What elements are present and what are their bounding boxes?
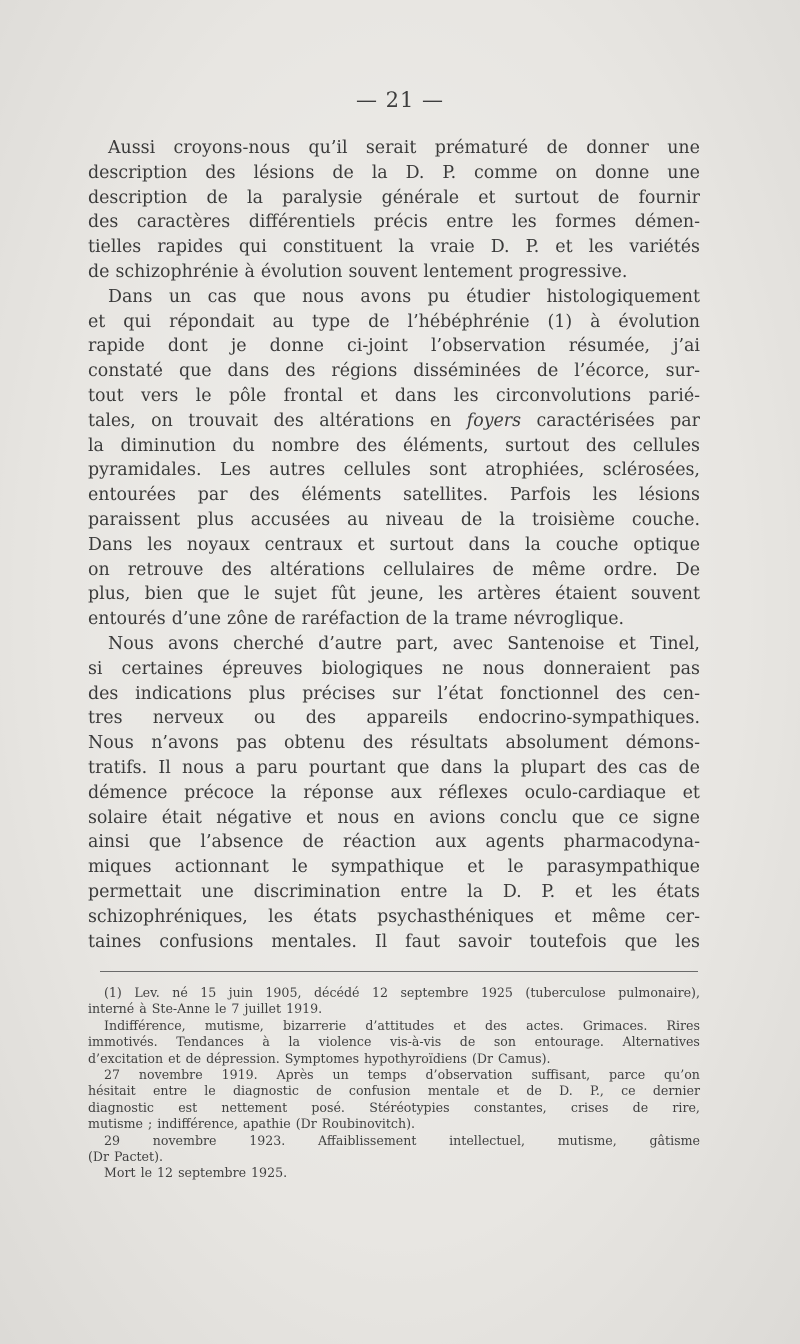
footnote-line: d’excitation et de dépression. Symptomes hypothyroïdiens (Dr Camus). bbox=[88, 1050, 551, 1066]
text-line: entourées par des éléments satellites. Parfois les lésions bbox=[88, 485, 700, 506]
footnote-line: mutisme ; indifférence, apathie (Dr Roubinovitch). bbox=[88, 1116, 415, 1132]
text-line: et qui répondait au type de l’hébéphrénie (1) à évolution bbox=[88, 311, 700, 332]
text-line: solaire était négative et nous en avions conclu que ce signe bbox=[88, 807, 700, 828]
text-line: schizophréniques, les états psychasthéniques et même cer- bbox=[88, 906, 700, 927]
footnote-block bbox=[88, 985, 700, 1182]
text-line: démence précoce la réponse aux réflexes oculo-cardiaque et bbox=[88, 782, 700, 803]
footnote-line: (Dr Pactet). bbox=[88, 1148, 163, 1164]
text-line: ainsi que l’absence de réaction aux agents pharmacodyna- bbox=[88, 832, 700, 853]
text-line: on retrouve des altérations cellulaires de même ordre. De bbox=[88, 559, 700, 580]
text-line: tres nerveux ou des appareils endocrino-sympathiques. bbox=[88, 708, 700, 729]
text-line: description des lésions de la D. P. comme on donne une bbox=[88, 162, 700, 183]
text-line: tratifs. Il nous a paru pourtant que dans la plupart des cas de bbox=[88, 757, 700, 778]
text-line: rapide dont je donne ci-joint l’observation résumée, j’ai bbox=[88, 336, 700, 357]
footnote-line: (1) Lev. né 15 juin 1905, décédé 12 septembre 1925 (tuberculose pulmonaire), bbox=[104, 985, 700, 1000]
text-line: Dans les noyaux centraux et surtout dans la couche optique bbox=[88, 534, 700, 555]
text-line: des caractères différentiels précis entre les formes démen- bbox=[88, 212, 700, 233]
text-line: constaté que dans des régions disséminées de l’écorce, sur- bbox=[88, 361, 700, 382]
footnote-separator bbox=[100, 971, 698, 972]
text-line: Aussi croyons-nous qu’il serait prématuré de donner une bbox=[108, 138, 700, 158]
main-text-block bbox=[88, 136, 700, 954]
footnote-line: Indifférence, mutisme, bizarrerie d’attitudes et des actes. Grimaces. Rires bbox=[104, 1017, 700, 1033]
text-line: de schizophrénie à évolution souvent lentement progressive. bbox=[88, 261, 628, 282]
footnote-line: immotivés. Tendances à la violence vis-à-vis de son entourage. Alternatives bbox=[88, 1034, 700, 1050]
text-line: entourés d’une zône de raréfaction de la trame névroglique. bbox=[88, 609, 625, 630]
text-line: des indications plus précises sur l’état fonctionnel des cen- bbox=[88, 683, 700, 704]
text-line: pyramidales. Les autres cellules sont atrophiées, sclérosées, bbox=[88, 460, 700, 481]
text-line: tout vers le pôle frontal et dans les circonvolutions parié- bbox=[88, 385, 700, 406]
text-line: Nous avons cherché d’autre part, avec Santenoise et Tinel, bbox=[108, 633, 700, 654]
text-line: permettait une discrimination entre la D. P. et les états bbox=[88, 881, 700, 902]
text-line: tielles rapides qui constituent la vraie D. P. et les variétés bbox=[88, 237, 700, 258]
footnote-line: Mort le 12 septembre 1925. bbox=[104, 1165, 288, 1181]
footnote-line: hésitait entre le diagnostic de confusion mentale et de D. P., ce dernier bbox=[88, 1083, 700, 1099]
text-line: taines confusions mentales. Il faut savoir toutefois que les bbox=[88, 931, 700, 952]
text-line: la diminution du nombre des éléments, surtout des cellules bbox=[88, 435, 700, 456]
text-line: miques actionnant le sympathique et le parasympathique bbox=[88, 857, 700, 878]
text-line: Dans un cas que nous avons pu étudier histologiquement bbox=[108, 286, 700, 307]
footnote-line: interné à Ste-Anne le 7 juillet 1919. bbox=[88, 1001, 323, 1017]
text-line: plus, bien que le sujet fût jeune, les artères étaient souvent bbox=[88, 584, 700, 605]
text-line: si certaines épreuves biologiques ne nous donneraient pas bbox=[88, 658, 700, 679]
text-line: paraissent plus accusées au niveau de la troisième couche. bbox=[88, 509, 700, 530]
text-line: Nous n’avons pas obtenu des résultats absolument démons- bbox=[88, 733, 700, 754]
footnote-line: 27 novembre 1919. Après un temps d’observation suffisant, parce qu’on bbox=[104, 1066, 700, 1082]
footnote-line: diagnostic est nettement posé. Stéréotypies constantes, crises de rire, bbox=[88, 1099, 700, 1115]
page-number: — 21 — bbox=[355, 88, 445, 112]
footnote-line: 29 novembre 1923. Affaiblissement intellectuel, mutisme, gâtisme bbox=[104, 1132, 700, 1148]
text-line: description de la paralysie générale et surtout de fournir bbox=[88, 187, 700, 208]
text-line: tales, on trouvait des altérations en foyers caractérisées par bbox=[88, 410, 700, 431]
